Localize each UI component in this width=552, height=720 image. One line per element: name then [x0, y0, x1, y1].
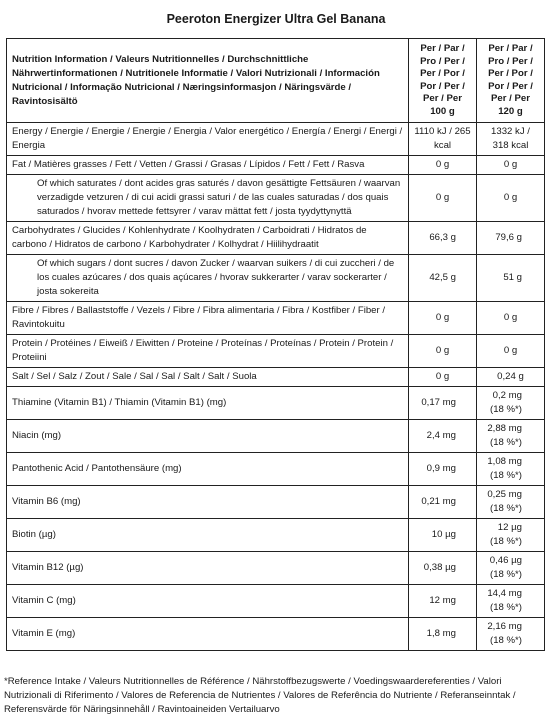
- table-row: [7, 519, 545, 552]
- value-per-100g: 0,17 mg: [409, 387, 477, 420]
- header-col-100g: [409, 39, 477, 123]
- nutrient-label: Fat / Matières grasses / Fett / Vetten / Grassi / Grasas / Lípidos / Fett / Fett / Rasva: [7, 156, 409, 175]
- header-col-120g: [477, 39, 545, 123]
- nutrient-label: Thiamine (Vitamin B1) / Thiamin (Vitamin B1) (mg): [7, 387, 409, 420]
- value-per-100g: 1110 kJ / 265 kcal: [409, 123, 477, 156]
- nutrient-label: Vitamin C (mg): [7, 585, 409, 618]
- table-row: [7, 552, 545, 585]
- value-per-100g: 1,8 mg: [409, 618, 477, 651]
- value-per-120g: 0 g: [477, 335, 545, 368]
- amount-100g: 100 g: [430, 105, 455, 117]
- nutrient-label: Of which sugars / dont sucres / davon Zucker / waarvan suikers / di cui zuccheri / de los cuales azúcares / dos quais açúcares / hvorav sukkerarter / varav sockerarter / josta sokereita: [7, 255, 409, 302]
- nutrient-label: Vitamin B6 (mg): [7, 486, 409, 519]
- table-row: [7, 453, 545, 486]
- value-per-120g: 0,25 mg (18 %*): [477, 486, 545, 519]
- table-row: [7, 420, 545, 453]
- product-title: Peeroton Energizer Ultra Gel Banana: [166, 12, 386, 26]
- value-per-120g: 0 g: [477, 156, 545, 175]
- amount-120g: 120 g: [498, 105, 523, 117]
- value-per-120g: 0,46 µg (18 %*): [477, 552, 545, 585]
- table-row: [7, 156, 545, 175]
- footnote: *Reference Intake / Valeurs Nutritionnelles de Référence / Nährstoffbezugswerte / Voedingswaardereferenties / Valori Nutrizionali di Riferimento / Valores de Referencia de Nutrientes / Valores de Referência do Nutriente / Referanseinntak / Referensvärde för Näringsinnehåll / Ravintoaineiden Vertailuarvo: [4, 676, 516, 715]
- nutrient-label: Vitamin E (mg): [7, 618, 409, 651]
- value-per-100g: 42,5 g: [409, 255, 477, 302]
- nutrient-label: Biotin (µg): [7, 519, 409, 552]
- value-per-120g: 0 g: [477, 175, 545, 222]
- per-text: Per / Par / Pro / Per / Per / Por / Por / Per / Per / Per: [488, 43, 533, 104]
- value-per-120g: 0,24 g: [477, 368, 545, 387]
- nutrient-label: Salt / Sel / Salz / Zout / Sale / Sal / Sal / Salt / Salt / Suola: [7, 368, 409, 387]
- nutrient-label: Niacin (mg): [7, 420, 409, 453]
- value-per-120g: 1,08 mg (18 %*): [477, 453, 545, 486]
- header-row: [7, 39, 545, 123]
- value-per-100g: 0,9 mg: [409, 453, 477, 486]
- value-per-100g: 0,21 mg: [409, 486, 477, 519]
- table-row: [7, 486, 545, 519]
- table-row: [7, 255, 545, 302]
- table-row: [7, 175, 545, 222]
- value-per-100g: 0 g: [409, 335, 477, 368]
- table-row: [7, 302, 545, 335]
- nutrient-label: Protein / Protéines / Eiweiß / Eiwitten / Proteine / Proteínas / Proteínas / Protein / Protein / Proteiini: [7, 335, 409, 368]
- value-per-120g: 2,88 mg (18 %*): [477, 420, 545, 453]
- table-row: [7, 618, 545, 651]
- nutrition-table-body: [7, 39, 545, 651]
- table-row: [7, 222, 545, 255]
- value-per-120g: 2,16 mg (18 %*): [477, 618, 545, 651]
- header-label: Nutrition Information / Valeurs Nutritionnelles / Durchschnittliche Nährwertinformationen / Nutritionele Informatie / Valori Nutrizionali / Información Nutricional / Informação Nutricional / Næringsinformasjon / Näringsvärde / Ravintosisältö: [7, 39, 409, 123]
- value-per-100g: 12 mg: [409, 585, 477, 618]
- value-per-120g: 14,4 mg (18 %*): [477, 585, 545, 618]
- table-row: [7, 368, 545, 387]
- value-per-100g: 0 g: [409, 175, 477, 222]
- per-text: Per / Par / Pro / Per / Per / Por / Por / Per / Per / Per: [420, 43, 465, 104]
- value-per-100g: 0 g: [409, 156, 477, 175]
- nutrient-label: Of which saturates / dont acides gras saturés / davon gesättigte Fettsäuren / waarvan verzadigde vetzuren / di cui acidi grassi saturi / de las cuales saturadas / dos quais saturados / hvorav mettede fettsyrer / varav mättat fett / josta tyydyttynyttä: [7, 175, 409, 222]
- nutrition-table: [6, 38, 545, 651]
- value-per-100g: 0,38 µg: [409, 552, 477, 585]
- value-per-120g: 12 µg (18 %*): [477, 519, 545, 552]
- table-row: [7, 585, 545, 618]
- nutrient-label: Pantothenic Acid / Pantothensäure (mg): [7, 453, 409, 486]
- nutrient-label: Fibre / Fibres / Ballaststoffe / Vezels / Fibre / Fibra alimentaria / Fibra / Kostfiber / Fiber / Ravintokuitu: [7, 302, 409, 335]
- nutrient-label: Carbohydrates / Glucides / Kohlenhydrate / Koolhydraten / Carboidrati / Hidratos de carbono / Hidratos de carbono / Karbohydrater / Kolhydrat / Hiilihydraatit: [7, 222, 409, 255]
- nutrient-label: Energy / Energie / Energie / Energie / Energia / Valor energético / Energía / Energi / Energi / Energia: [7, 123, 409, 156]
- value-per-120g: 0 g: [477, 302, 545, 335]
- table-row: [7, 335, 545, 368]
- value-per-100g: 66,3 g: [409, 222, 477, 255]
- nutrient-label: Vitamin B12 (µg): [7, 552, 409, 585]
- value-per-100g: 10 µg: [409, 519, 477, 552]
- value-per-120g: 51 g: [477, 255, 545, 302]
- value-per-100g: 2,4 mg: [409, 420, 477, 453]
- table-row: [7, 387, 545, 420]
- value-per-100g: 0 g: [409, 302, 477, 335]
- value-per-120g: 1332 kJ / 318 kcal: [477, 123, 545, 156]
- value-per-120g: 79,6 g: [477, 222, 545, 255]
- value-per-100g: 0 g: [409, 368, 477, 387]
- table-row: [7, 123, 545, 156]
- value-per-120g: 0,2 mg (18 %*): [477, 387, 545, 420]
